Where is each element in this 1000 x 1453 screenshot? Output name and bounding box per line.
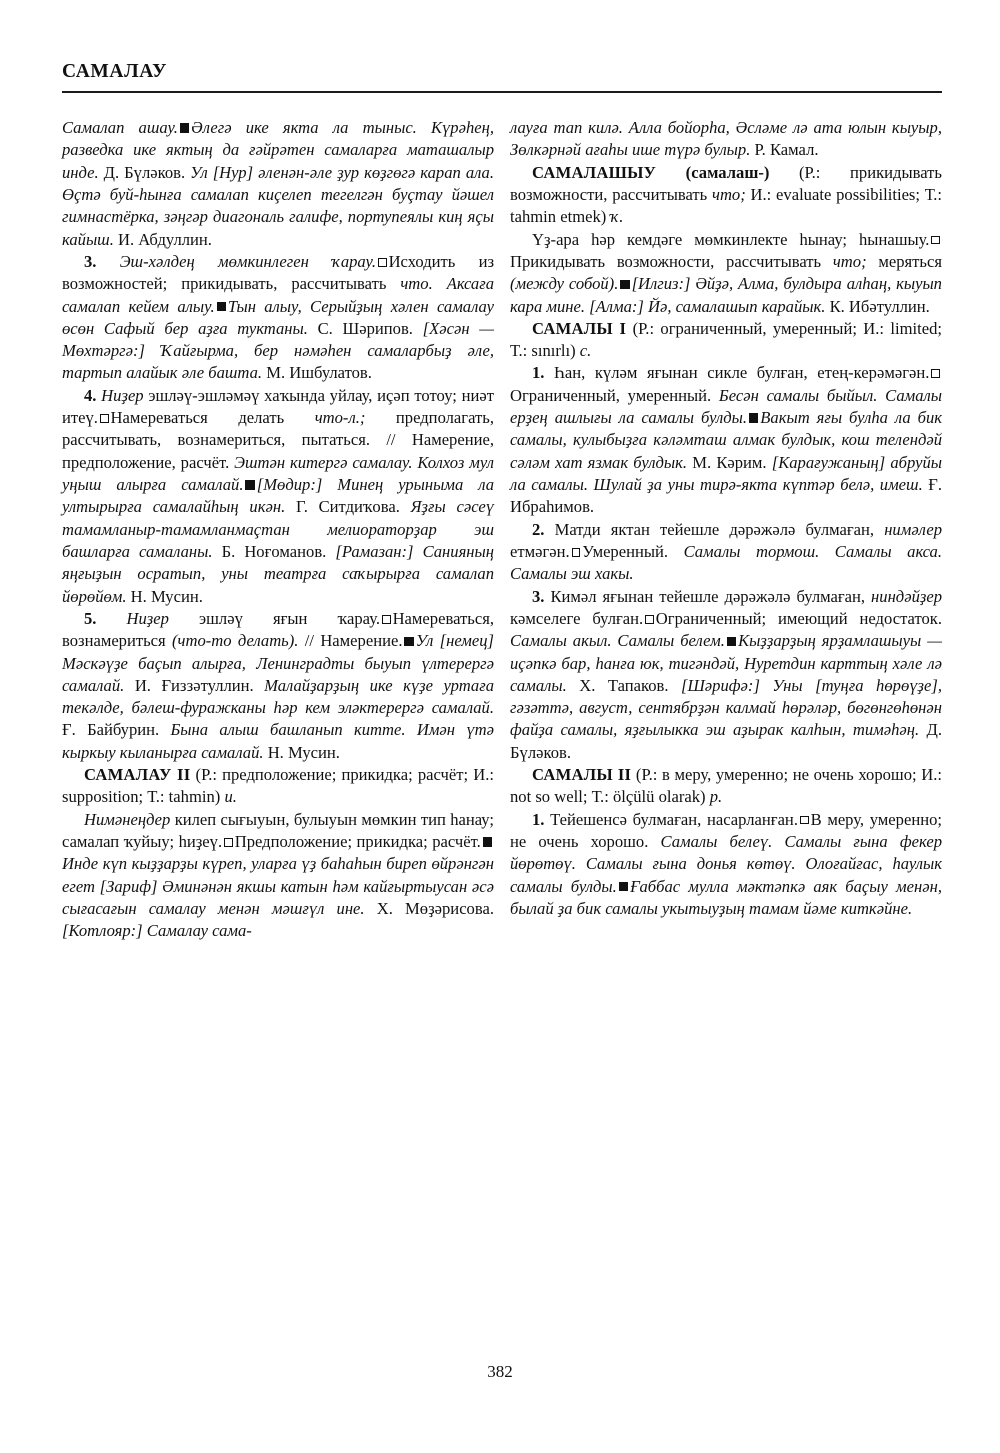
definition-text: Х. Тапаков. <box>566 675 682 695</box>
filled-square-marker-icon <box>749 413 758 422</box>
example-text: что; <box>712 184 746 204</box>
example-text: нимәлер <box>884 519 942 539</box>
definition-text: Г. Ситдиҡова. <box>285 497 411 517</box>
open-square-marker-icon <box>572 548 581 557</box>
dictionary-entry-paragraph <box>62 809 494 943</box>
example-text: Эштән китергә самалау. Колхоз мул уңыш алырға самалай. <box>62 452 494 494</box>
running-head-rule <box>62 91 942 93</box>
definition-text: Ғ. Байбурин. <box>62 720 171 740</box>
filled-square-marker-icon <box>180 123 189 132</box>
dictionary-entry-paragraph <box>510 519 942 586</box>
definition-text: Намереваться, вознамериться <box>62 608 494 651</box>
definition-text: И.: evaluate possibilities; Т.: tahmin etmek) <box>510 184 942 227</box>
example-text: Бына алыш башланып китте. Имән үтә кыркыу кыланырға самалай. <box>62 720 494 762</box>
open-square-marker-icon <box>378 258 387 267</box>
example-text: р. <box>709 787 723 807</box>
filled-square-marker-icon <box>620 280 629 289</box>
definition-text: В меру, умеренно; не очень хорошо. <box>510 809 942 851</box>
definition-text: К. Ибәтуллин. <box>825 296 930 316</box>
example-text: что-л.; <box>314 408 366 428</box>
example-text: что; <box>832 251 867 271</box>
column-container <box>62 117 942 1367</box>
example-text: Инде күп кыҙҙарҙы күреп, уларға үҙ баһаһын биреп өйрәнгән егет [Зариф] Әминәнән якшы катын һәм кайғыртыусан әсә сығасағын самалау менән мәшғүл ине. <box>62 854 494 918</box>
definition-text: (Р.: в меру, умеренно; не очень хорошо; И.: not so well; Т.: ölçülü olarak) <box>510 765 942 807</box>
example-text: Бесән самалы быйыл. Самалы ерҙең ашлығы ла самалы булды. <box>510 385 943 428</box>
sense-number: 3. <box>532 586 545 606</box>
definition-text: (Р.: ограниченный, умеренный; И.: limited; Т.: sınırlı) <box>510 318 942 361</box>
example-text: Кыҙҙарҙың ярҙамлашыуы — иçәпкә бар, һанға юк, тигәндәй, Нуретдин карттың хәле лә самалы. <box>510 631 942 695</box>
open-square-marker-icon <box>800 816 809 825</box>
definition-text: етмәгән. <box>510 541 570 561</box>
dictionary-entry-paragraph <box>510 764 942 809</box>
definition-text: // Намерение. <box>298 631 403 651</box>
example-text: ҡ. <box>610 207 624 227</box>
definition-text: Намереваться делать <box>110 408 315 428</box>
filled-square-marker-icon <box>483 837 492 846</box>
example-text: Яҙғы сәсеү тамамланыр-тамамланмаçтан мелиораторҙар эш башларға самаланы. <box>62 497 494 561</box>
example-text: [Котлояр:] Самалау сама- <box>62 921 252 941</box>
filled-square-marker-icon <box>619 882 628 891</box>
definition-text: кәмселеге булған. <box>510 608 644 628</box>
example-text: Ниҙер <box>96 385 144 405</box>
dictionary-entry-paragraph <box>62 764 494 809</box>
example-text: Ниҙер <box>96 608 169 628</box>
definition-text: Тейешенсә булмаған, насарланған. <box>544 809 798 829</box>
example-text: Ғаббас мулла мәктәпкә аяк баçыу менән, былай ҙа бик самалы укытыуҙың тамам йәме киткәйне. <box>510 876 942 918</box>
example-text: Эш-хәлдең мөмкинлеген ҡарау. <box>96 251 376 271</box>
example-text: Ул [Нур] әленән-әле ҙур көҙгөгә карап ала. Өçтә буй-һынға самалап киçелеп тегелгән буçтау йәшел гимнастёрка, зәңгәр диагональ галифе, портупеялы киң яçы кайыш. <box>62 162 494 249</box>
dictionary-entry-paragraph <box>62 608 494 764</box>
definition-text: Матди яктан тейешле дәрәжәлә булмаған, <box>544 519 885 539</box>
column-gutter <box>494 117 510 1367</box>
example-text: [Илгиз:] Әйҙә, Алма, булдыра алһаң, кыуып кара мине. [Алма:] Йә, самалашып карайык. <box>510 274 942 316</box>
example-text: [Карағужаның] абруйы ла самалы. Шулай ҙа уны тирә-якта күптәр белә, имеш. <box>510 452 942 494</box>
left-column <box>62 117 494 1367</box>
example-text: (между собой). <box>510 274 619 294</box>
definition-text: эшләү яғын ҡарау. <box>168 608 380 628</box>
example-text: Самалап ашау. <box>62 118 178 137</box>
definition-text: килеп сығыуын, булыуын мөмкин тип һанау; самалап ҡуйыу; һиҙеү. <box>62 809 494 851</box>
dictionary-entry-paragraph <box>510 586 942 765</box>
example-text: Тын алыу, Серыйҙың хәлен самалау өсөн Сафый бер аҙға туктаны. <box>62 296 494 338</box>
definition-text: Прикидывать возможности, рассчитывать <box>510 251 833 271</box>
example-text: Нимәнеңдер <box>84 809 171 829</box>
open-square-marker-icon <box>382 615 391 624</box>
example-text: Малайҙарҙың ике күҙе уртаға текәлде, бәлеш-фуражканы һәр кем эләктерергә самалай. <box>62 675 494 718</box>
example-text: что. Аксаға самалап кейем алыу. <box>62 274 494 316</box>
definition-text: Б. Ноғоманов. <box>212 541 336 561</box>
right-column <box>510 117 942 1367</box>
running-head <box>62 62 942 104</box>
sense-number: 4. <box>84 385 97 405</box>
dictionary-entry-paragraph <box>62 251 494 385</box>
example-text: [Мөдир:] Минең урыныма ла ултырырға самалайһың икән. <box>62 475 495 517</box>
example-text: (что-то делать). <box>172 631 299 651</box>
definition-text: Ограниченный, умеренный. <box>510 385 719 405</box>
definition-text: С. Шәрипов. <box>307 318 423 338</box>
dictionary-entry-paragraph <box>510 117 942 162</box>
definition-text: Ограниченный; имеющий недостаток. <box>655 608 942 628</box>
filled-square-marker-icon <box>404 637 413 646</box>
example-text: Самалы тормош. Самалы акса. Самалы эш хакы. <box>510 541 942 584</box>
definition-text: (Р.: предположение; прикидка; расчёт; И.: supposition; Т.: tahmin) <box>62 765 494 807</box>
definition-text: предполагать, рассчитывать, вознамериться, пытаться. // Намерение, предположение, расчёт. <box>62 408 494 472</box>
definition-text: М. Ишбулатов. <box>262 363 372 383</box>
dictionary-entry-paragraph <box>510 318 942 363</box>
filled-square-marker-icon <box>727 637 736 646</box>
dictionary-entry-paragraph <box>510 162 942 229</box>
example-text: Самалы акыл. Самалы белем. <box>510 631 725 651</box>
example-text: и. <box>224 787 237 807</box>
open-square-marker-icon <box>931 369 940 378</box>
filled-square-marker-icon <box>245 480 254 489</box>
example-text: [Хәсән — Мөхтәргә:] Ҡайғырма, бер нәмәһен самаларбыҙ әле, тартып алайык әле башта. <box>62 318 494 383</box>
definition-text: Предположение; прикидка; расчёт. <box>234 832 481 851</box>
sense-number: 3. <box>84 251 97 271</box>
running-head-title: САМАЛАУ <box>62 61 168 82</box>
definition-text: Үҙ-ара һәр кемдәге мөмкинлекте һынау; һынашыу. <box>532 229 930 249</box>
definition-text: И. Абдуллин. <box>113 229 212 249</box>
definition-text: И. Ғиззәтуллин. <box>124 675 265 695</box>
definition-text: Ғ. Ибраһимов. <box>510 475 943 517</box>
definition-text: Н. Мусин. <box>126 586 203 606</box>
example-text: Вакыт яғы булһа ла бик самалы, кулыбыҙға кәләмташ алмак булдык, кош телендәй сәләм хат язмак булдык. <box>510 408 942 472</box>
dictionary-entry-paragraph <box>62 385 494 608</box>
definition-text: Х. Мөҙәрисова. <box>364 898 494 918</box>
open-square-marker-icon <box>645 615 654 624</box>
sense-number: 2. <box>532 519 545 539</box>
example-text: Әлегә ике якта ла тыныс. Күрәһең, разведка ике яктың да ғәйрәтен самаларға маташалыр инде. <box>62 118 494 182</box>
example-text: Самалы белеү. Самалы ғына фекер йөрөтөү. Самалы ғына донья көтөү. Олоғайғас, һаулык самалы булды. <box>510 832 942 896</box>
headword: САМАЛЫ I <box>532 318 627 338</box>
open-square-marker-icon <box>100 414 109 423</box>
sense-number: 1. <box>532 363 545 383</box>
dictionary-entry-paragraph <box>510 362 942 518</box>
headword: САМАЛЫ II <box>532 765 632 785</box>
example-text: с. <box>579 341 592 361</box>
definition-text: Д. Бүләков. <box>98 162 191 182</box>
example-text: [Шәрифә:] Уны [туңға һөрөүҙе], гәзәттә, август, сентябрҙән калмай һөрәләр, бөгөнгөһөнән файҙа самалы, яҙғылыкка эш аҙырак калһын, тимәһәң. <box>510 675 942 740</box>
example-text: ниндәйҙер <box>871 586 942 606</box>
definition-text: эшләү-эшләмәү хаҡында уйлау, иçәп тотоу; ниәт итеү. <box>62 385 494 428</box>
example-text: Ул [немец] Мәскәүҙе баçып алырға, Ленинградты быуып үлтерергә самалай. <box>62 631 495 695</box>
open-square-marker-icon <box>224 838 233 847</box>
example-text: лауға тап килә. Алла бойорһа, Әсләме лә ата юлын кыуыр, Зөлкәрнәй ағаһы ише түрә булыр. <box>510 118 942 160</box>
sense-number: 1. <box>532 809 545 829</box>
filled-square-marker-icon <box>217 302 226 311</box>
definition-text: меряться <box>866 251 942 271</box>
definition-text: (Р.: прикидывать возможности, рассчитывать <box>510 162 942 204</box>
page-number: 382 <box>487 1362 513 1381</box>
dictionary-entry-paragraph <box>62 117 494 251</box>
headword: САМАЛАШЫУ <box>532 162 657 182</box>
sense-number: (самалаш-) <box>656 162 770 182</box>
definition-text: Исходить из возможностей; прикидывать, рассчитывать <box>62 251 495 294</box>
definition-text: Н. Мусин. <box>263 742 340 762</box>
definition-text: Р. Камал. <box>750 140 819 160</box>
definition-text: Умеренный. <box>582 541 684 561</box>
example-text: [Рамазан:] Санияның яңғыҙын осратып, уны театрға саҡырырға самалап йөрөйөм. <box>62 541 494 606</box>
headword: САМАЛАУ II <box>84 765 191 785</box>
dictionary-entry-paragraph <box>510 229 942 318</box>
definition-text: Д. Бүләков. <box>510 720 942 762</box>
definition-text: Һан, күләм яғынан сикле булған, етең-керәмәгән. <box>544 363 930 383</box>
definition-text: Кимәл яғынан тейешле дәрәжәлә булмаған, <box>544 586 872 606</box>
open-square-marker-icon <box>931 236 940 245</box>
sense-number: 5. <box>84 608 97 628</box>
definition-text: М. Кәрим. <box>687 452 772 472</box>
dictionary-entry-paragraph <box>510 809 942 921</box>
